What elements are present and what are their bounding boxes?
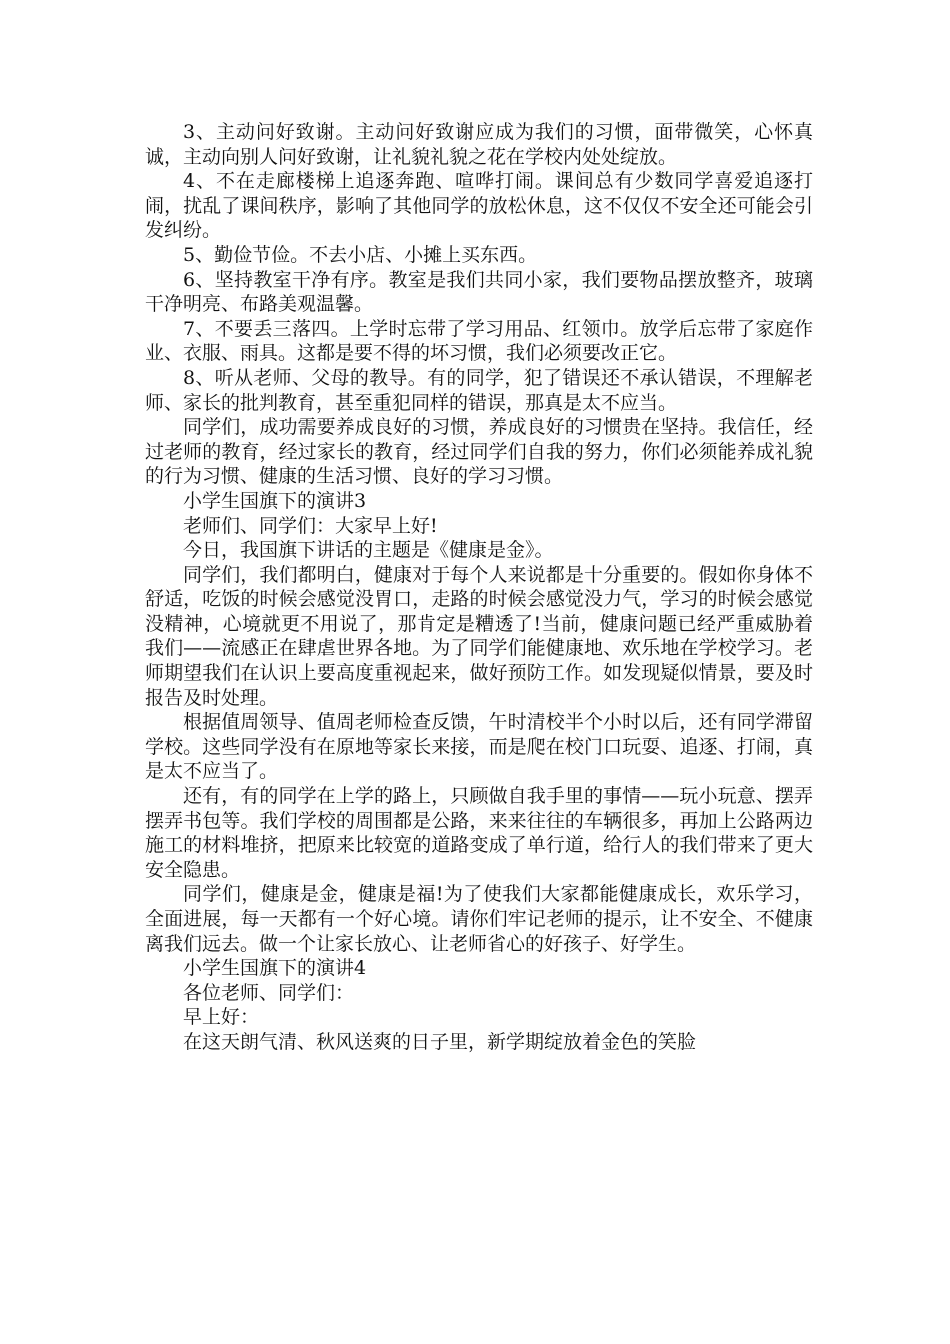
speech-3-closing: 同学们，健康是金，健康是福!为了使我们大家都能健康成长，欢乐学习，全面进展，每一天都有一个好心境。请你们牢记老师的提示，让不安全、不健康离我们远去。做一个让家长放心、让老师省心的好孩子、好学生。: [145, 883, 813, 955]
speech-4-title: 小学生国旗下的演讲4: [183, 957, 367, 980]
speech-3-road-safety: 还有，有的同学在上学的路上，只顾做自我手里的事情——玩小玩意、摆弄摆弄书包等。我们学校的周围都是公路，来来往往的车辆很多，再加上公路两边施工的材料堆挤，把原来比较宽的道路变成了单行道，给行人的我们带来了更大安全隐患。: [145, 785, 813, 881]
speech-3-salutation: 老师们、同学们：大家早上好!: [183, 514, 438, 537]
paragraph-conclusion: 同学们，成功需要养成良好的习惯，养成良好的习惯贵在坚持。我信任，经过老师的教育，经过家长的教育，经过同学们自我的努力，你们必须能养成礼貌的行为习惯、健康的生活习惯、良好的学习习惯。: [145, 416, 813, 488]
paragraph-clean-classroom: 6、坚持教室干净有序。教室是我们共同小家，我们要物品摆放整齐，玻璃干净明亮、布路美观温馨。: [145, 268, 813, 316]
speech-3-topic: 今日，我国旗下讲话的主题是《健康是金》。: [183, 539, 554, 562]
paragraph-no-running: 4、不在走廊楼梯上追逐奔跑、喧哗打闹。课间总有少数同学喜爱追逐打闹，扰乱了课间秩序，影响了其他同学的放松休息，这不仅仅不安全还可能会引发纠纷。: [145, 170, 813, 242]
paragraph-thrift: 5、勤俭节俭。不去小店、小摊上买东西。: [183, 243, 538, 266]
document-body: [145, 120, 813, 1055]
speech-3-lingering: 根据值周领导、值周老师检查反馈，午时清校半个小时以后，还有同学滞留学校。这些同学没有在原地等家长来接，而是爬在校门口玩耍、追逐、打闹，真是太不应当了。: [145, 711, 813, 783]
speech-4-greeting: 早上好：: [183, 1006, 260, 1029]
paragraph-obey-teachers: 8、听从老师、父母的教导。有的同学，犯了错误还不承认错误，不理解老师、家长的批判教育，甚至重犯同样的错误，那真是太不应当。: [145, 366, 813, 414]
speech-3-title: 小学生国旗下的演讲3: [183, 489, 367, 512]
speech-4-opening: 在这天朗气清、秋风送爽的日子里，新学期绽放着金色的笑脸: [183, 1030, 697, 1053]
paragraph-greeting-habit: 3、主动问好致谢。主动问好致谢应成为我们的习惯，面带微笑，心怀真诚，主动向别人问好致谢，让礼貌礼貌之花在学校内处处绽放。: [145, 121, 813, 168]
speech-4-salutation: 各位老师、同学们：: [183, 981, 355, 1004]
speech-3-health-importance: 同学们，我们都明白，健康对于每个人来说都是十分重要的。假如你身体不舒适，吃饭的时候会感觉没胃口，走路的时候会感觉没力气，学习的时候会感觉没精神，心境就更不用说了，那肯定是糟透了!当前，健康问题已经严重威胁着我们——流感正在肆虐世界各地。为了同学们能健康地、欢乐地在学校学习。老师期望我们在认识上要高度重视起来，做好预防工作。如发现疑似情景，要及时报告及时处理。: [145, 563, 813, 709]
paragraph-not-forgetful: 7、不要丢三落四。上学时忘带了学习用品、红领巾。放学后忘带了家庭作业、衣服、雨具。这都是要不得的坏习惯，我们必须要改正它。: [145, 317, 813, 365]
